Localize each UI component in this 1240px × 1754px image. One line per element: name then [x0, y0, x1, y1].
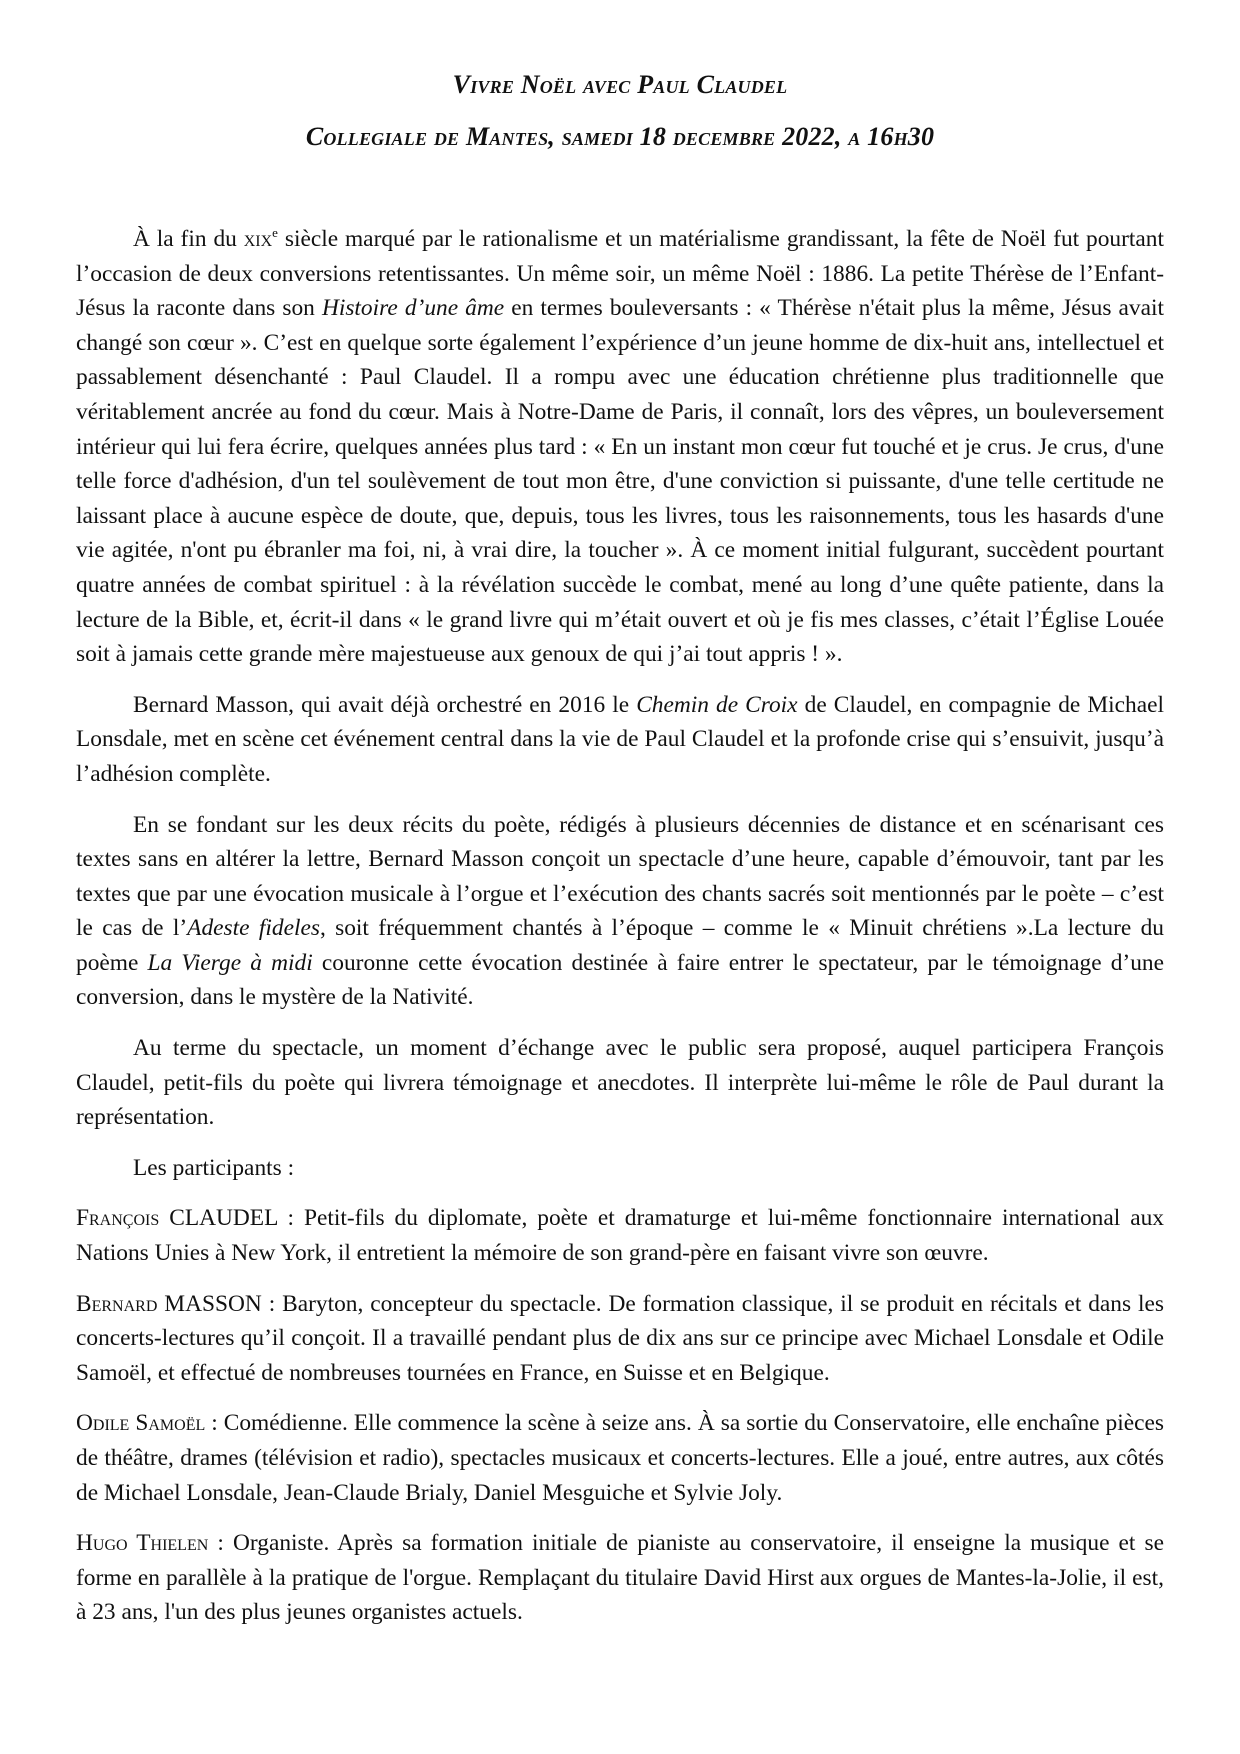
document-body	[76, 222, 1164, 1646]
participant-francois-claudel	[76, 1201, 1164, 1270]
text-run: À la fin du	[133, 226, 244, 252]
participant-last-name: CLAUDEL	[169, 1205, 278, 1232]
century-superscript: e	[272, 225, 278, 240]
text-run: siècle marqué par le rationalisme et un matérialisme grandissant, la fête de Noël fut pourtant l’occasion de deux conversions retentissantes. Un même soir, un même Noël : 1886. La petite Thérèse de l’Enfant-Jésus la raconte dans son	[76, 226, 1164, 322]
separator: :	[261, 1290, 283, 1317]
document-title: Vivre Noël avec Paul Claudel	[452, 70, 788, 99]
participant-hugo-thielen	[76, 1526, 1164, 1630]
text-run: en termes bouleversants : « Thérèse n'était plus la même, Jésus avait changé son cœur ». C’est en quelque sorte également l’expérience d’un jeune homme de dix-huit ans, intellectuel et passablement désenchanté : Paul Claudel. Il a rompu avec une éducation chrétienne plus traditionnelle que véritablement ancrée au fond du cœur. Mais à Notre-Dame de Paris, il connaît, lors des vêpres, un bouleversement intérieur qui lui fera écrire, quelques années plus tard : « En un instant mon cœur fut touché et je crus. Je crus, d'une telle force d'adhésion, d'un tel soulèvement de tout mon être, d'une conviction si puissante, d'une telle certitude ne laissant place à aucune espèce de doute, que, depuis, tous les livres, tous les raisonnements, tous les hasards d'une vie agitée, n'ont pu ébranler ma foi, ni, à vrai dire, la toucher ». À ce moment initial fulgurant, succèdent pourtant quatre années de combat spirituel : à la révélation succède le combat, mené au long d’une quête patiente, dans la lecture de la Bible, et, écrit-il dans « le grand livre qui m’était ouvert et où je fis mes classes, c’était l’Église Louée soit à jamais cette grande mère majestueuse aux genoux de qui j’ai tout appris ! ».	[76, 295, 1164, 668]
participant-bio: etit-fils du diplomate, poète et dramaturge et lui-même fonctionnaire international aux Nations Unies à New York, il entretient la mémoire de son grand-père en faisant vivre son œuvre.	[76, 1205, 1164, 1267]
paragraph-masson	[76, 688, 1164, 792]
participant-bio: Comédienne. Elle commence la scène à seize ans. À sa sortie du Conservatoire, elle enchaîne pièces de théâtre, drames (télévision et radio), spectacles musicaux et concerts-lectures. Elle a joué, entre autres, aux côtés de Michael Lonsdale, Jean-Claude Brialy, Daniel Mesguiche et Sylvie Joly.	[76, 1410, 1164, 1506]
separator: :	[205, 1410, 224, 1437]
participant-bernard-masson	[76, 1287, 1164, 1391]
document-subtitle: Collegiale de Mantes, samedi 18 decembre 2022, a 16h30	[305, 122, 935, 151]
separator: :	[277, 1205, 304, 1232]
participant-last-name: MASSON	[164, 1290, 262, 1317]
participant-bio: Organiste. Après sa formation initiale de pianiste au conservatoire, il enseigne la musique et se forme en parallèle à la pratique de l'orgue. Remplaçant du titulaire David Hirst aux orgues de Mantes-la-Jolie, il est, à 23 ans, l'un des plus jeunes organistes actuels.	[76, 1530, 1164, 1626]
participant-first-name: Odile	[76, 1410, 130, 1437]
text-run: En se fondant sur les deux récits du poète, rédigés à plusieurs décennies de distance et en scénarisant ces textes sans en altérer la lettre, Bernard Masson conçoit un spectacle d’une heure, capable d’émouvoir, tant par les textes que par une évocation musicale à l’orgue et l’exécution des chants sacrés soit mentionnés par le poète – c’est le cas de l’	[76, 811, 1164, 942]
separator: :	[208, 1530, 233, 1557]
hymn-title: Adeste fideles	[187, 915, 320, 942]
paragraph-exchange: Au terme du spectacle, un moment d’échange avec le public sera proposé, auquel participera François Claudel, petit-fils du poète qui livrera témoignage et anecdotes. Il interprète lui-même le rôle de Paul durant la représentation.	[76, 1035, 1164, 1131]
participant-name: Hugo Thielen	[76, 1530, 209, 1557]
text-run: , soit fréquemment chantés à l’époque – comme le « Minuit chrétiens ».La lecture du poème	[76, 915, 1164, 976]
participants-heading: Les participants :	[133, 1154, 295, 1181]
bio-lead-letter: P	[303, 1205, 317, 1232]
text-run: de Claudel, en compagnie de Michael Lonsdale, met en scène cet événement central dans la vie de Paul Claudel et la profonde crise qui s’ensuivit, jusqu’à l’adhésion complète.	[76, 691, 1164, 787]
participant-first-name: François	[76, 1205, 160, 1232]
participant-first-name: Bernard	[76, 1290, 158, 1317]
text-run: Bernard Masson, qui avait déjà orchestré en 2016 le	[133, 691, 637, 718]
century-numeral: xix	[243, 226, 273, 252]
poem-title: La Vierge à midi	[147, 949, 313, 976]
participant-odile-samoel	[76, 1406, 1164, 1510]
book-title: Histoire d’une âme	[321, 295, 505, 322]
paragraph-spectacle	[76, 808, 1164, 1016]
text-run: couronne cette évocation destinée à faire entrer le spectateur, par le témoignage d’une conversion, dans le mystère de la Nativité.	[76, 949, 1164, 1011]
work-title: Chemin de Croix	[636, 691, 798, 718]
participant-last-name: Samoël	[135, 1410, 206, 1437]
paragraph-intro	[76, 222, 1164, 672]
participant-bio: Baryton, concepteur du spectacle. De formation classique, il se produit en récitals et dans les concerts-lectures qu’il conçoit. Il a travaillé pendant plus de dix ans sur ce principe avec Michael Lonsdale et Odile Samoël, et effectué de nombreuses tournées en France, en Suisse et en Belgique.	[76, 1290, 1164, 1386]
